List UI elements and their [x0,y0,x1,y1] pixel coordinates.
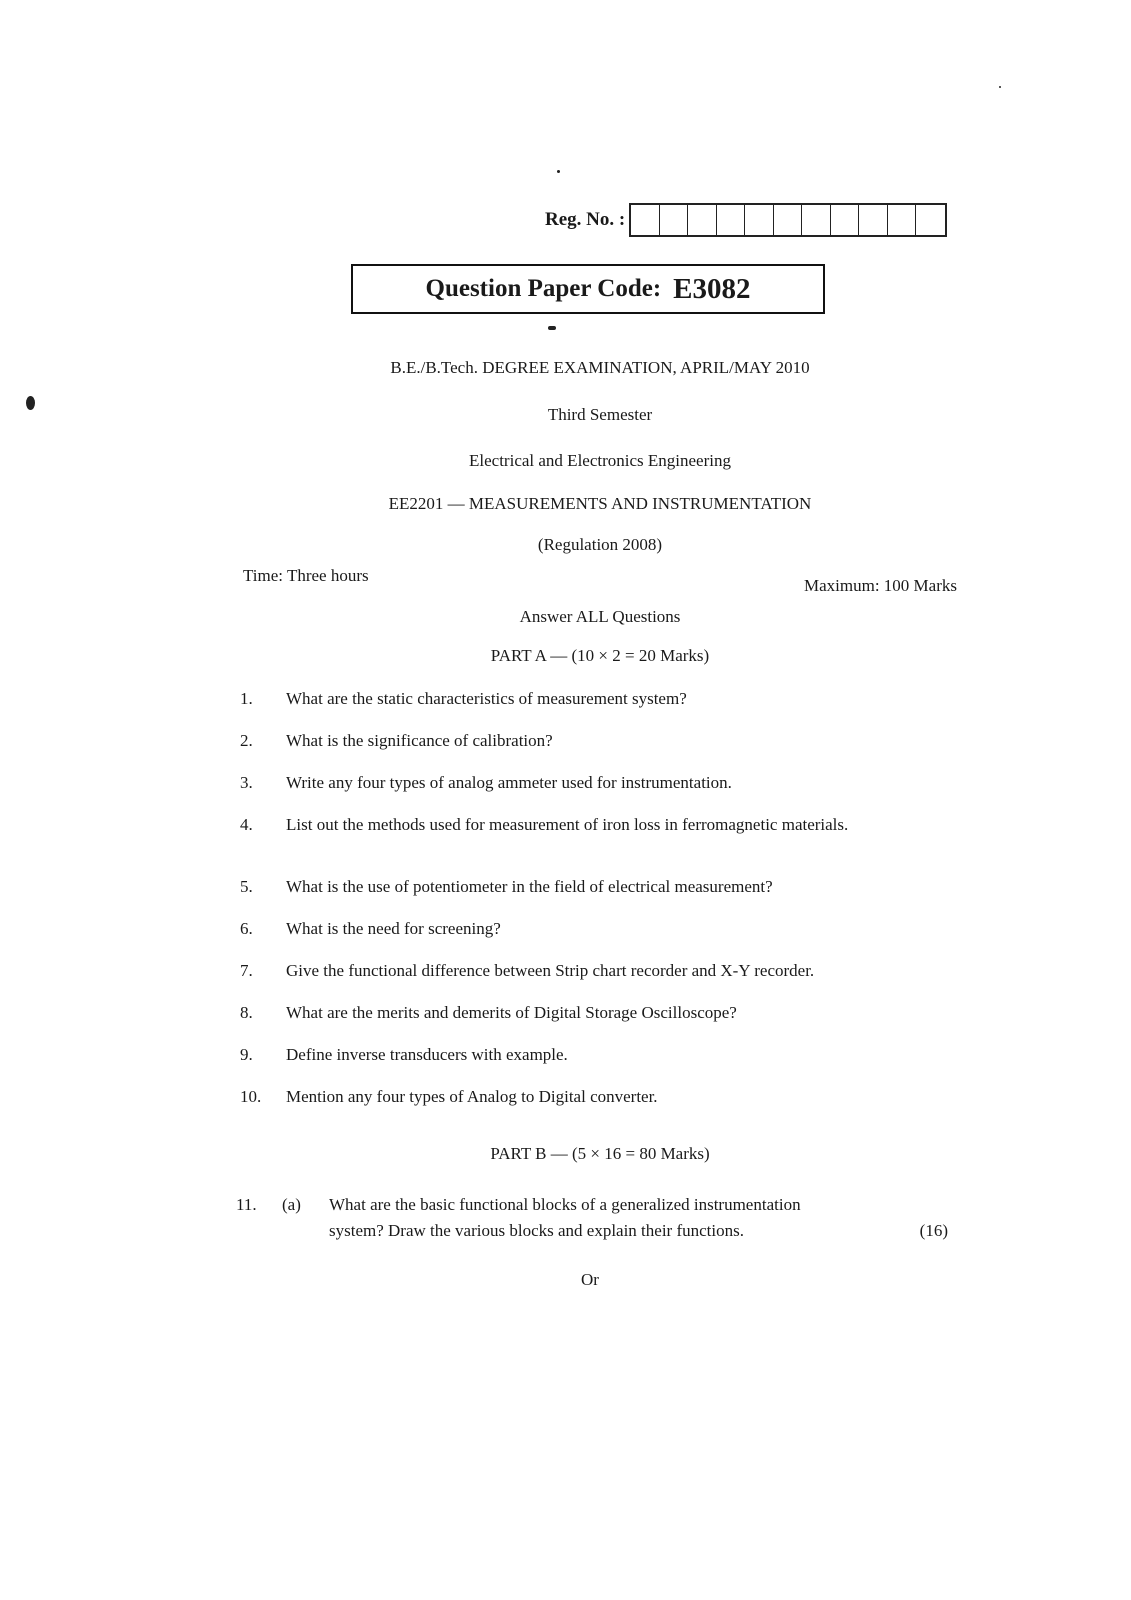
exam-title: B.E./B.Tech. DEGREE EXAMINATION, APRIL/MAY 2010 [390,358,810,377]
question-number: 2. [240,731,253,750]
regulation: (Regulation 2008) [537,535,663,554]
question-number: 5. [240,877,253,896]
semester: Third Semester [547,405,653,424]
time-allowed: Time: Three hours [243,566,369,585]
question-number: 3. [240,773,253,792]
reg-number-boxes [629,203,947,237]
course-title: EE2201 — MEASUREMENTS AND INSTRUMENTATION [388,494,812,513]
question-number: 8. [240,1003,253,1022]
part-a-title: PART A — (10 × 2 = 20 Marks) [490,646,710,665]
question-marks: (16) [919,1221,948,1240]
scan-speck [557,170,560,173]
question-paper-code-box [351,264,825,314]
reg-number-box [802,205,831,235]
question-text: What is the need for screening? [286,919,501,938]
reg-number-box [888,205,917,235]
question-subpart: (a) [282,1195,301,1214]
question-text: Mention any four types of Analog to Digital converter. [286,1087,658,1106]
question-number: 1. [240,689,253,708]
scan-speck [26,396,35,410]
instruction: Answer ALL Questions [519,607,681,626]
question-text: Define inverse transducers with example. [286,1045,568,1064]
question-text: List out the methods used for measurement of iron loss in ferromagnetic materials. [286,815,849,834]
maximum-marks: Maximum: 100 Marks [804,576,957,595]
reg-number-box [774,205,803,235]
reg-number-box [859,205,888,235]
reg-number-box [831,205,860,235]
department: Electrical and Electronics Engineering [469,451,731,470]
question-number: 10. [240,1087,262,1106]
question-number: 9. [240,1045,253,1064]
question-number: 11. [236,1195,257,1214]
question-text: What are the static characteristics of measurement system? [286,689,687,708]
scan-speck [548,326,556,330]
question-text: What are the basic functional blocks of a generalized instrumentation system? Draw the various blocks and explain their functions. [329,1195,801,1240]
part-b-title: PART B — (5 × 16 = 80 Marks) [490,1144,710,1163]
question-text: What is the significance of calibration? [286,731,553,750]
question-number: 6. [240,919,253,938]
reg-number-box [688,205,717,235]
reg-number-field [545,203,947,237]
reg-number-box [745,205,774,235]
question-text: What are the merits and demerits of Digital Storage Oscilloscope? [286,1003,737,1022]
reg-number-box [660,205,689,235]
question-paper-code: E3082 [673,272,751,305]
scan-speck [999,86,1001,88]
question-text: Write any four types of analog ammeter used for instrumentation. [286,773,732,792]
question-number: 7. [240,961,253,980]
question-text: What is the use of potentiometer in the field of electrical measurement? [286,877,773,896]
reg-number-box [631,205,660,235]
question-text: Give the functional difference between Strip chart recorder and X-Y recorder. [286,961,815,980]
reg-number-box [717,205,746,235]
question-paper-code-label: Question Paper Code: [425,275,662,302]
question-number: 4. [240,815,253,834]
reg-number-label: Reg. No. : [545,209,626,230]
or-separator: Or [581,1270,599,1289]
reg-number-box [916,205,945,235]
